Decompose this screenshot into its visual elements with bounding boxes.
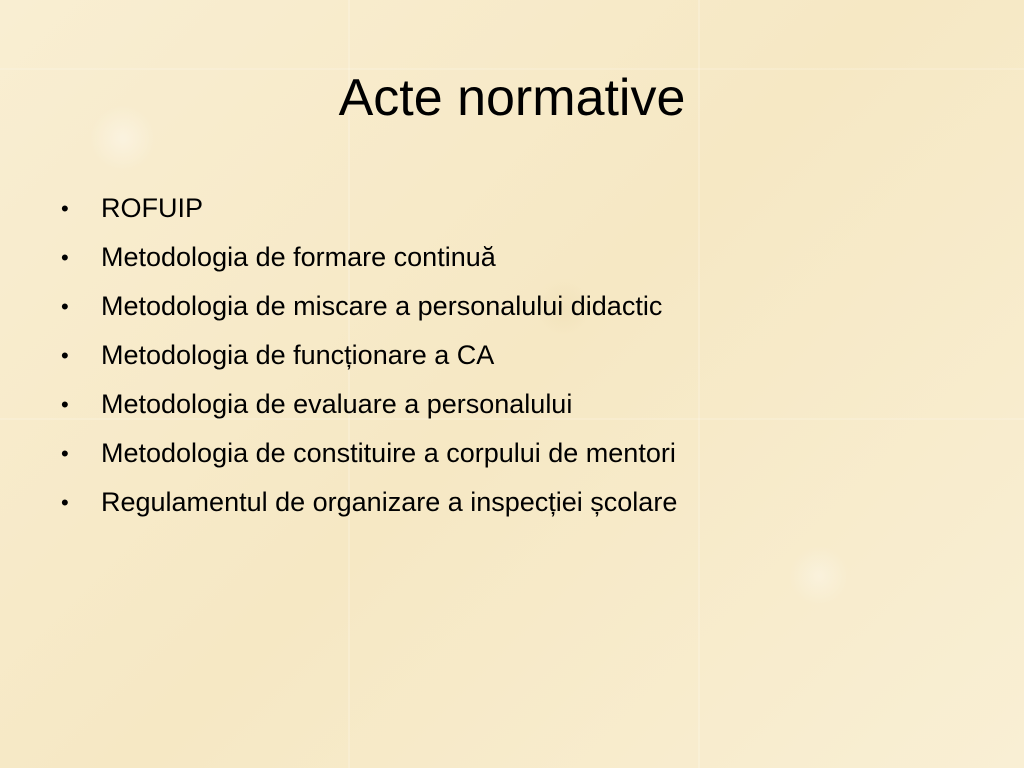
bullet-item	[55, 282, 995, 331]
bullet-item	[55, 380, 995, 429]
bullet-item	[55, 429, 995, 478]
bullet-text: Regulamentul de organizare a inspecției școlare	[101, 487, 678, 517]
bullet-icon: •	[61, 293, 69, 319]
bullet-icon: •	[61, 489, 69, 515]
bullet-icon: •	[61, 195, 69, 221]
bullet-item	[55, 233, 995, 282]
bullet-item	[55, 478, 995, 527]
bullet-icon: •	[61, 244, 69, 270]
bullet-icon: •	[61, 342, 69, 368]
bullet-icon: •	[61, 391, 69, 417]
bullet-text: Metodologia de formare continuă	[101, 242, 496, 272]
bullet-icon: •	[61, 440, 69, 466]
bullet-text: Metodologia de miscare a personalului didactic	[101, 291, 663, 321]
bullet-item	[55, 184, 995, 233]
bullet-text: Metodologia de constituire a corpului de mentori	[101, 438, 676, 468]
bullet-list	[55, 184, 995, 527]
slide-title: Acte normative	[338, 69, 686, 127]
bullet-text: Metodologia de evaluare a personalului	[101, 389, 573, 419]
bullet-text: ROFUIP	[101, 193, 204, 223]
bullet-item	[55, 331, 995, 380]
bullet-text: Metodologia de funcționare a CA	[101, 340, 495, 370]
